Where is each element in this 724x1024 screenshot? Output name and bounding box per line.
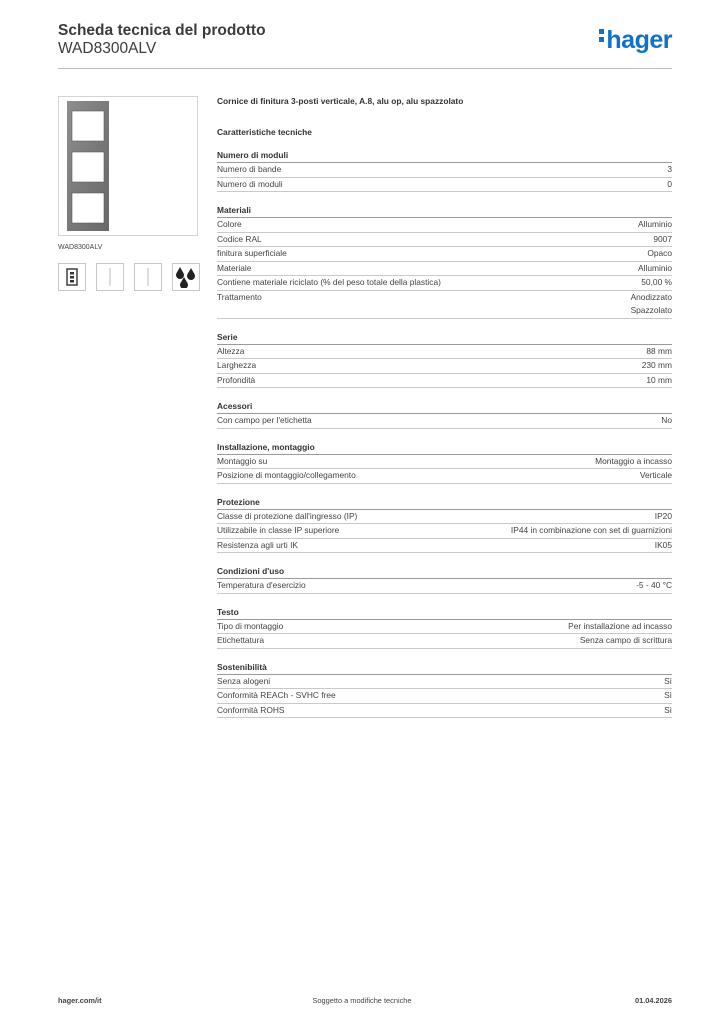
spec-group-title: Numero di moduli	[217, 150, 672, 163]
spec-group-title: Protezione	[217, 497, 672, 510]
spec-group	[217, 497, 672, 554]
spec-label: Materiale	[217, 262, 252, 273]
spec-value: Sì	[664, 675, 672, 686]
spec-group	[217, 566, 672, 594]
spec-value: 88 mm	[646, 345, 672, 356]
spec-value: IK05	[654, 539, 672, 550]
spec-row	[217, 675, 672, 690]
spec-value: Alluminio	[638, 262, 672, 273]
spec-row	[217, 359, 672, 374]
spec-value: Sì	[664, 704, 672, 715]
spec-value: -5 - 40 °C	[636, 580, 672, 590]
spec-label: Utilizzabile in classe IP superiore	[217, 525, 340, 535]
spec-label: Conformità ROHS	[217, 704, 285, 715]
spec-value: Montaggio a incasso	[595, 455, 672, 466]
spec-value: 9007	[653, 233, 672, 244]
spec-value: 10 mm	[646, 374, 672, 385]
spec-group	[217, 205, 672, 319]
spec-row	[217, 345, 672, 360]
product-image-caption: WAD8300ALV	[58, 244, 103, 251]
spec-label: Codice RAL	[217, 233, 262, 244]
spec-group	[217, 442, 672, 484]
spec-row	[217, 539, 672, 554]
spec-label: Contiene materiale riciclato (% del peso totale della plastica)	[217, 277, 441, 287]
spec-label: Etichettatura	[217, 635, 265, 645]
spec-row	[217, 233, 672, 248]
spec-group-title: Installazione, montaggio	[217, 442, 672, 455]
product-description: Cornice di finitura 3-posti verticale, A.8, alu op, alu spazzolato	[217, 96, 464, 106]
spec-value: Verticale	[639, 470, 672, 480]
spec-group-title: Serie	[217, 332, 672, 345]
hager-logo	[599, 26, 672, 55]
spec-row	[217, 276, 672, 291]
footer-website: hager.com/it	[58, 996, 102, 1005]
spec-row	[217, 455, 672, 470]
spec-label: Colore	[217, 219, 242, 229]
spec-label: finitura superficiale	[217, 248, 287, 258]
spec-row	[217, 247, 672, 262]
spec-group	[217, 401, 672, 429]
spec-row	[217, 414, 672, 429]
spec-row	[217, 218, 672, 233]
spec-group	[217, 332, 672, 389]
page-title: Scheda tecnica del prodotto	[58, 22, 266, 39]
spec-row	[217, 262, 672, 277]
spec-main	[217, 96, 672, 718]
spec-label: Senza alogeni	[217, 675, 271, 686]
spec-label: Classe di protezione dall'ingresso (IP)	[217, 510, 358, 521]
spec-value: 230 mm	[641, 360, 672, 370]
spec-label: Profondità	[217, 374, 256, 385]
spec-label: Con campo per l'etichetta	[217, 415, 312, 425]
spec-value: 50,00 %	[641, 277, 672, 287]
spec-value: 3	[667, 164, 672, 174]
header-divider	[58, 68, 672, 69]
spec-group-title: Sostenibilità	[217, 662, 672, 675]
spec-row	[217, 163, 672, 178]
three-module-frame-icon	[58, 263, 86, 291]
spec-group-title: Materiali	[217, 205, 672, 218]
spec-row	[217, 704, 672, 719]
logo-text: hager	[606, 26, 672, 54]
logo-dots-icon	[599, 29, 604, 45]
spec-row	[217, 178, 672, 193]
spec-label: Tipo di montaggio	[217, 620, 284, 631]
spec-value: 0	[667, 178, 672, 189]
spec-group	[217, 150, 672, 192]
spec-label: Montaggio su	[217, 455, 268, 466]
spec-label: Altezza	[217, 345, 245, 356]
spec-value: Anodizzato Spazzolato	[630, 291, 672, 315]
spec-row	[217, 579, 672, 594]
spec-label: Resistenza agli urti IK	[217, 539, 298, 550]
spec-row	[217, 634, 672, 649]
water-drops-icon	[172, 263, 200, 291]
footer-date: 01.04.2026	[635, 996, 672, 1005]
spec-groups	[217, 150, 672, 718]
spec-value: IP20	[654, 510, 672, 521]
spec-group	[217, 662, 672, 719]
footer-notice: Soggetto a modifiche tecniche	[312, 996, 412, 1005]
spec-group-title: Condizioni d'uso	[217, 566, 672, 579]
blank-plate-icon	[96, 263, 124, 291]
spec-value: Alluminio	[638, 219, 672, 229]
spec-row	[217, 524, 672, 539]
spec-value: Sì	[664, 690, 672, 700]
spec-group-title: Acessori	[217, 401, 672, 414]
spec-value: IP44 in combinazione con set di guarnizioni	[510, 525, 672, 535]
spec-label: Posizione di montaggio/collegamento	[217, 470, 356, 480]
spec-group-title: Testo	[217, 607, 672, 620]
spec-row	[217, 291, 672, 319]
spec-value: No	[661, 415, 672, 425]
spec-label: Conformità REACh - SVHC free	[217, 690, 336, 700]
spec-row	[217, 510, 672, 525]
spec-value: Senza campo di scrittura	[579, 635, 672, 645]
spec-group	[217, 607, 672, 649]
tech-characteristics-heading: Caratteristiche tecniche	[217, 127, 312, 137]
spec-row	[217, 689, 672, 704]
blank-plate-icon	[134, 263, 162, 291]
spec-row	[217, 620, 672, 635]
spec-row	[217, 374, 672, 389]
spec-label: Numero di bande	[217, 164, 282, 174]
spec-label: Numero di moduli	[217, 178, 283, 189]
spec-value: Opaco	[647, 248, 672, 258]
spec-label: Temperatura d'esercizio	[217, 580, 306, 590]
product-code: WAD8300ALV	[58, 40, 157, 57]
spec-row	[217, 469, 672, 484]
product-image	[58, 96, 198, 236]
spec-label: Larghezza	[217, 360, 257, 370]
spec-value: Per installazione ad incasso	[568, 620, 672, 631]
spec-label: Trattamento	[217, 291, 262, 302]
pictogram-row	[58, 263, 210, 291]
